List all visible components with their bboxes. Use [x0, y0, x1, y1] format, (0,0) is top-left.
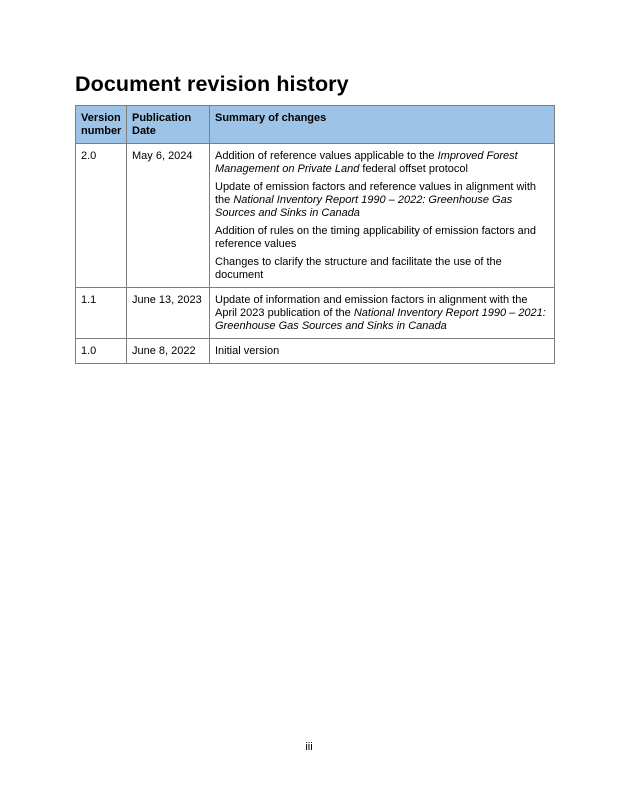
summary-paragraph [215, 345, 549, 358]
table-header-row [76, 106, 555, 144]
italic-title-text: National Inventory Report 1990 – 2022: Greenhouse Gas Sources and Sinks in Canada [215, 194, 513, 219]
version-cell: 2.0 [76, 144, 127, 288]
table-row [76, 288, 555, 339]
italic-title-text: Improved Forest Management on Private Land [215, 150, 518, 175]
summary-text: Changes to clarify the structure and facilitate the use of the document [215, 256, 502, 281]
summary-paragraph [215, 256, 549, 282]
revision-history-table [75, 105, 555, 364]
summary-text: Update of information and emission factors in alignment with the April 2023 publication of the [215, 294, 528, 319]
date-cell: June 8, 2022 [127, 339, 210, 364]
summary-cell [210, 288, 555, 339]
page-number: iii [305, 741, 313, 753]
version-cell: 1.0 [76, 339, 127, 364]
table-row [76, 144, 555, 288]
table-body [76, 144, 555, 364]
header-summary-of-changes: Summary of changes [210, 106, 555, 144]
summary-paragraph [215, 181, 549, 220]
summary-paragraph [215, 150, 549, 176]
summary-text: Initial version [215, 345, 280, 357]
header-version-number: Version number [76, 106, 127, 144]
summary-cell [210, 144, 555, 288]
italic-title-text: National Inventory Report 1990 – 2021: Greenhouse Gas Sources and Sinks in Canada [215, 307, 546, 332]
date-cell: May 6, 2024 [127, 144, 210, 288]
table-row [76, 339, 555, 364]
summary-text: Update of emission factors and reference values in alignment with the [215, 181, 537, 206]
date-cell: June 13, 2023 [127, 288, 210, 339]
summary-cell [210, 339, 555, 364]
page-title: Document revision history [75, 72, 349, 96]
summary-paragraph [215, 225, 549, 251]
summary-text: Addition of rules on the timing applicability of emission factors and reference values [215, 225, 537, 250]
summary-text: Addition of reference values applicable to the [215, 150, 438, 162]
version-cell: 1.1 [76, 288, 127, 339]
summary-paragraph [215, 294, 549, 333]
header-publication-date: Publication Date [127, 106, 210, 144]
summary-text: federal offset protocol [359, 163, 468, 175]
